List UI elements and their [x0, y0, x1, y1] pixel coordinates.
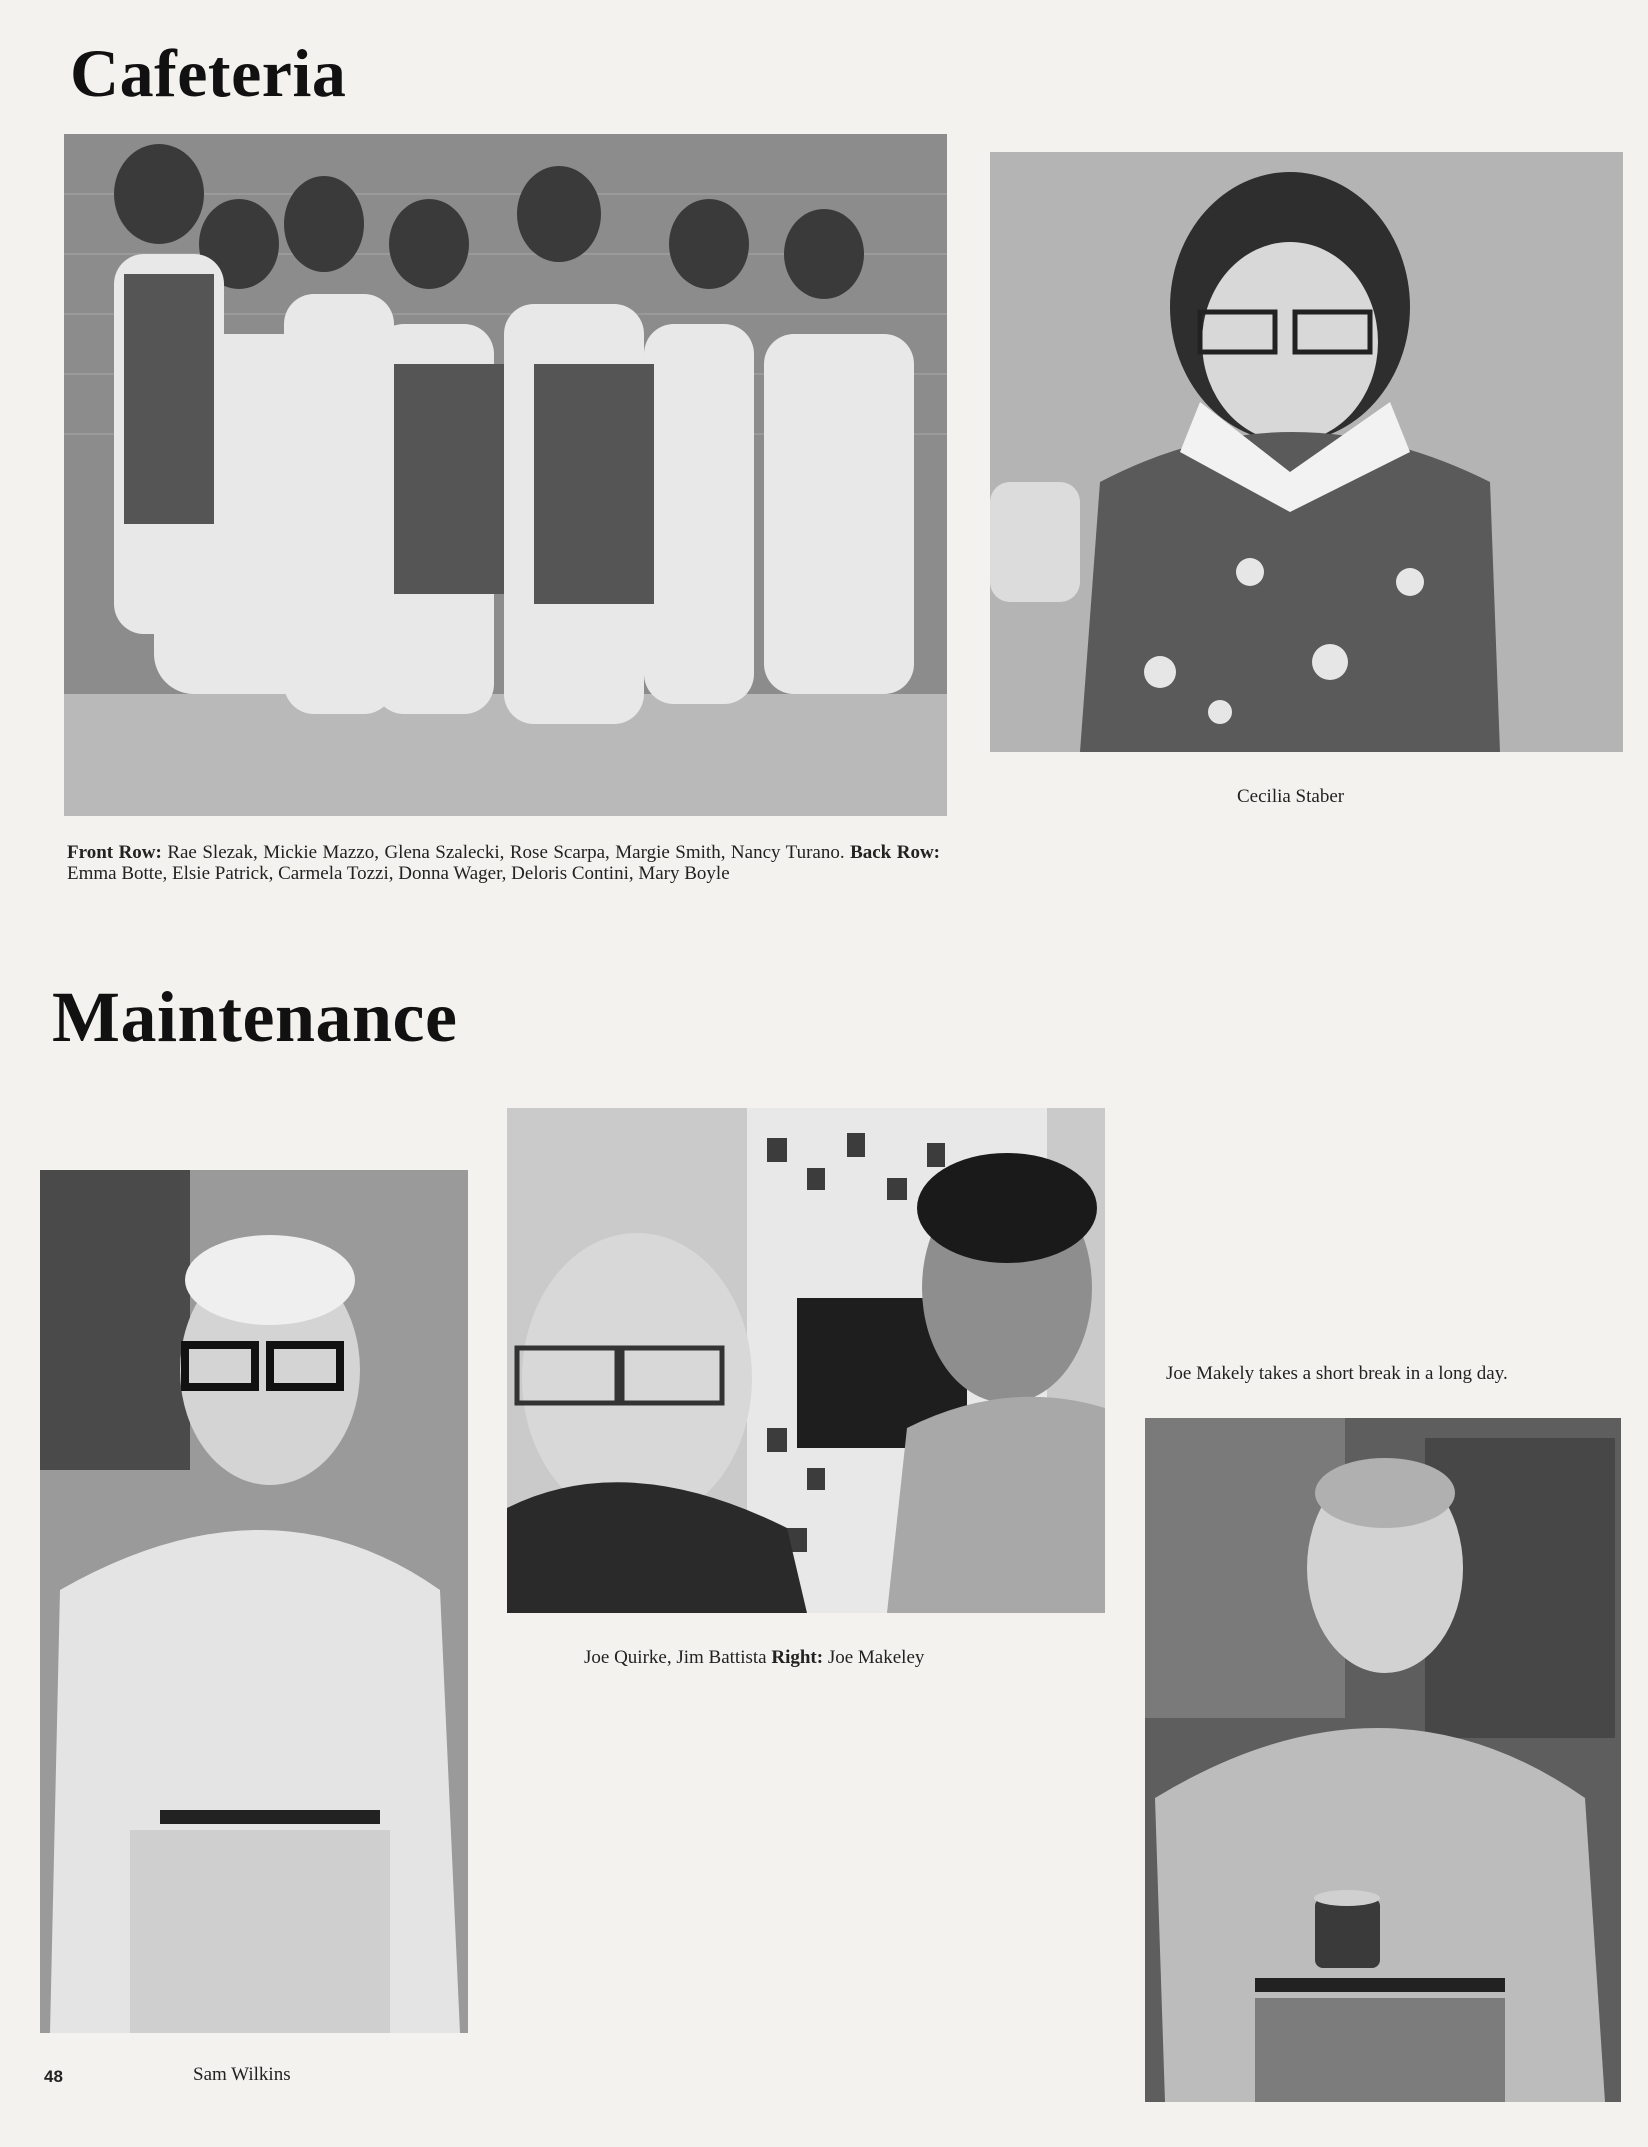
cecilia-staber-photo — [990, 152, 1623, 752]
cecilia-staber-caption: Cecilia Staber — [1237, 786, 1345, 807]
quirke-battista-caption — [584, 1647, 924, 1668]
joe-makeley-photo — [1145, 1418, 1621, 2102]
center-caption-names: Joe Quirke, Jim Battista — [584, 1647, 767, 1668]
cafeteria-group-photo — [64, 134, 947, 816]
front-row-label: Front Row: — [67, 842, 162, 863]
sam-wilkins-photo — [40, 1170, 468, 2033]
back-row-label: Back Row: — [850, 842, 941, 863]
cafeteria-heading: Cafeteria — [70, 35, 347, 111]
joe-makely-caption: Joe Makely takes a short break in a long day. — [1166, 1363, 1508, 1384]
right-name: Joe Makeley — [827, 1647, 925, 1668]
page-number: 48 — [44, 2067, 63, 2086]
back-row-names: Emma Botte, Elsie Patrick, Carmela Tozzi, Donna Wager, Deloris Contini, Mary Boyle — [67, 863, 730, 884]
maintenance-heading: Maintenance — [52, 977, 458, 1057]
quirke-battista-photo — [507, 1108, 1105, 1613]
cafeteria-group-caption — [67, 842, 940, 884]
front-row-names: Rae Slezak, Mickie Mazzo, Glena Szalecki, Rose Scarpa, Margie Smith, Nancy Turano. — [167, 842, 845, 863]
right-label: Right: — [771, 1647, 824, 1668]
sam-wilkins-caption: Sam Wilkins — [193, 2064, 291, 2085]
